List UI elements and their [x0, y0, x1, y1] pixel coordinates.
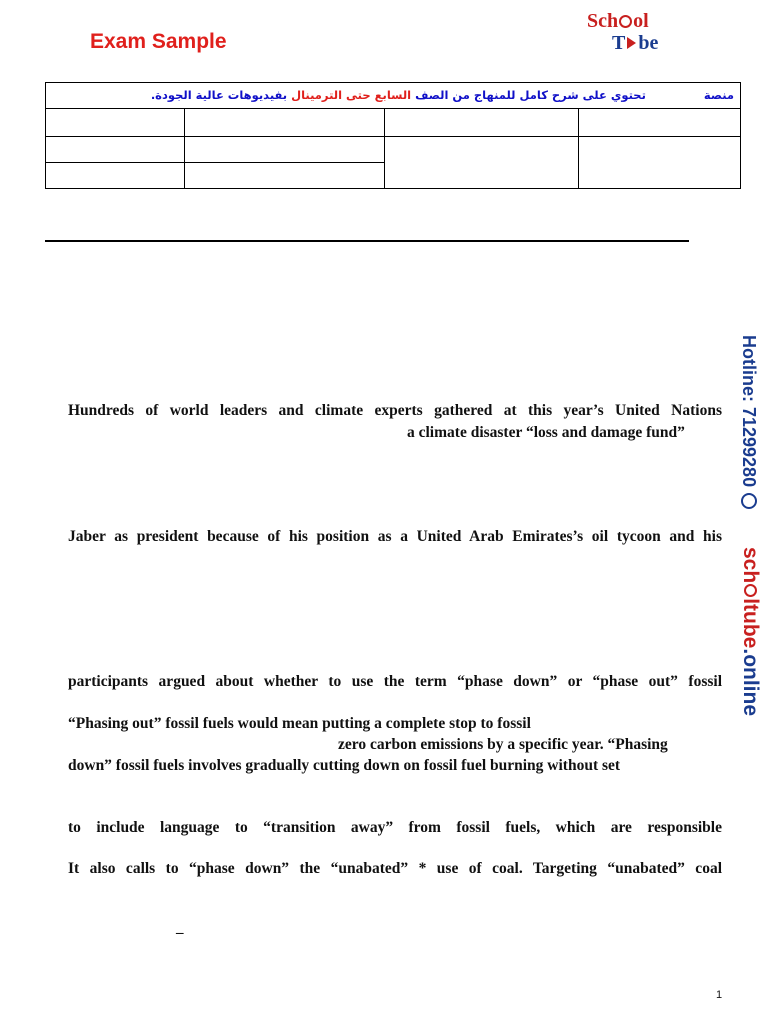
body-line-6: zero carbon emissions by a specific year. “Phasing	[338, 736, 668, 753]
banner-red: السابع حتى الترمينال	[291, 88, 412, 103]
play-icon	[627, 37, 636, 49]
body-line-2: a climate disaster “loss and damage fund”	[407, 424, 685, 441]
table-cell	[385, 108, 579, 136]
banner-blue-2: بفيديوهات عالية الجودة.	[150, 88, 292, 103]
logo-ring-icon	[619, 15, 632, 28]
whatsapp-icon	[741, 493, 757, 509]
body-line-4: participants argued about whether to use the term “phase down” or “phase out” fossil	[68, 673, 722, 690]
table-cell	[185, 137, 385, 163]
body-line-3: Jaber as president because of his position as a United Arab Emirates’s oil tycoon and his	[68, 528, 722, 545]
table-cell	[46, 137, 185, 163]
logo-line-2: T be	[612, 32, 659, 54]
body-line-1: Hundreds of world leaders and climate experts gathered at this year’s United Nations	[68, 402, 722, 419]
website-text: schltube.online	[739, 547, 762, 717]
table-cell	[185, 163, 385, 189]
dash-mark: _	[176, 920, 184, 936]
table-cell	[579, 137, 741, 189]
banner-blue-1: تحتوي على شرح كامل للمنهاج من الصف	[411, 88, 646, 103]
site-ring-icon	[744, 584, 757, 597]
logo-line-1: Sch ol	[587, 10, 649, 32]
table-cell	[46, 108, 185, 136]
table-cell	[385, 137, 579, 189]
body-line-7: down” fossil fuels involves gradually cutting down on fossil fuel burning without set	[68, 757, 621, 774]
exam-title: Exam Sample	[90, 30, 227, 53]
page-number: 1	[716, 989, 723, 1001]
table-cell	[185, 108, 385, 136]
table-cell	[46, 163, 185, 189]
exam-info-table	[45, 82, 741, 189]
table-cell	[579, 108, 741, 136]
platform-banner	[46, 83, 741, 109]
body-line-9: It also calls to “phase down” the “unabated” * use of coal. Targeting “unabated” coal	[68, 860, 722, 877]
body-line-5: “Phasing out” fossil fuels would mean putting a complete stop to fossil	[68, 715, 531, 732]
banner-word: منصة	[703, 88, 735, 103]
divider-line	[45, 240, 689, 242]
school-tube-logo	[585, 8, 685, 58]
hotline-text: Hotline: 71299280	[738, 335, 759, 509]
body-line-8: to include language to “transition away” from fossil fuels, which are responsible	[68, 819, 722, 836]
